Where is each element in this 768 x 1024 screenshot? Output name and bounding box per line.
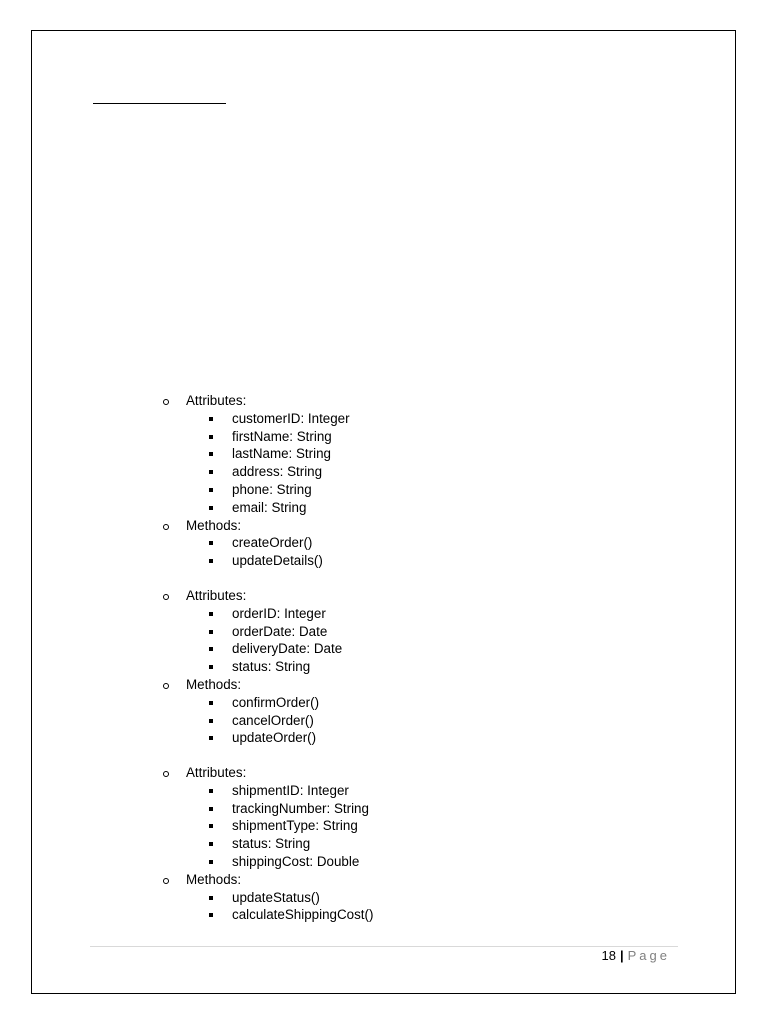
square-bullet-icon [209,694,217,712]
attribute-item: shipmentID: Integer [232,782,349,798]
square-bullet-icon [209,623,217,641]
attribute-item: deliveryDate: Date [232,641,343,657]
method-item: updateDetails() [232,553,323,569]
page-number: 18 [601,948,616,963]
square-bullet-icon [209,782,217,800]
square-bullet-icon [209,712,217,730]
square-bullet-icon [209,729,217,747]
attribute-item: shipmentType: String [232,818,358,834]
attribute-item: firstName: String [232,428,332,444]
square-bullet-icon [209,605,217,623]
square-bullet-icon [209,552,217,570]
square-bullet-icon [209,640,217,658]
circle-bullet-icon [162,587,170,605]
square-bullet-icon [209,445,217,463]
attribute-item: status: String [232,836,311,852]
footer-separator: | [619,948,624,963]
methods-heading: Methods: [186,517,242,533]
square-bullet-icon [209,481,217,499]
methods-heading: Methods: [186,677,242,692]
attribute-item: lastName: String [232,446,331,462]
attributes-heading: Attributes: [186,588,247,603]
page-label: Page [627,948,670,963]
method-item: confirmOrder() [232,694,320,710]
method-item: updateStatus() [232,889,320,905]
circle-bullet-icon [162,764,170,782]
method-item: calculateShippingCost() [232,907,374,923]
circle-bullet-icon [162,392,170,410]
method-item: updateOrder() [232,730,317,746]
page-footer [602,946,670,966]
square-bullet-icon [209,906,217,924]
square-bullet-icon [209,428,217,446]
square-bullet-icon [209,835,217,853]
circle-bullet-icon [162,676,170,694]
method-item: createOrder() [232,535,313,551]
attributes-heading: Attributes: [186,393,247,408]
method-item: cancelOrder() [232,712,314,728]
square-bullet-icon [209,853,217,871]
attribute-item: email: String [232,499,307,515]
square-bullet-icon [209,817,217,835]
square-bullet-icon [209,534,217,552]
square-bullet-icon [209,889,217,907]
square-bullet-icon [209,410,217,428]
square-bullet-icon [209,800,217,818]
attributes-heading: Attributes: [186,765,247,780]
methods-heading: Methods: [186,871,242,887]
attribute-item: status: String [232,659,311,675]
attribute-item: shippingCost: Double [232,854,360,869]
square-bullet-icon [209,658,217,676]
circle-bullet-icon [162,517,170,535]
attribute-item: orderID: Integer [232,605,326,621]
attribute-item: address: String [232,464,323,480]
square-bullet-icon [209,499,217,517]
circle-bullet-icon [162,871,170,889]
footer-divider [90,946,678,947]
attribute-item: trackingNumber: String [232,800,369,816]
square-bullet-icon [209,463,217,481]
attribute-item: customerID: Integer [232,410,350,426]
attribute-item: orderDate: Date [232,623,328,639]
attribute-item: phone: String [232,482,312,497]
